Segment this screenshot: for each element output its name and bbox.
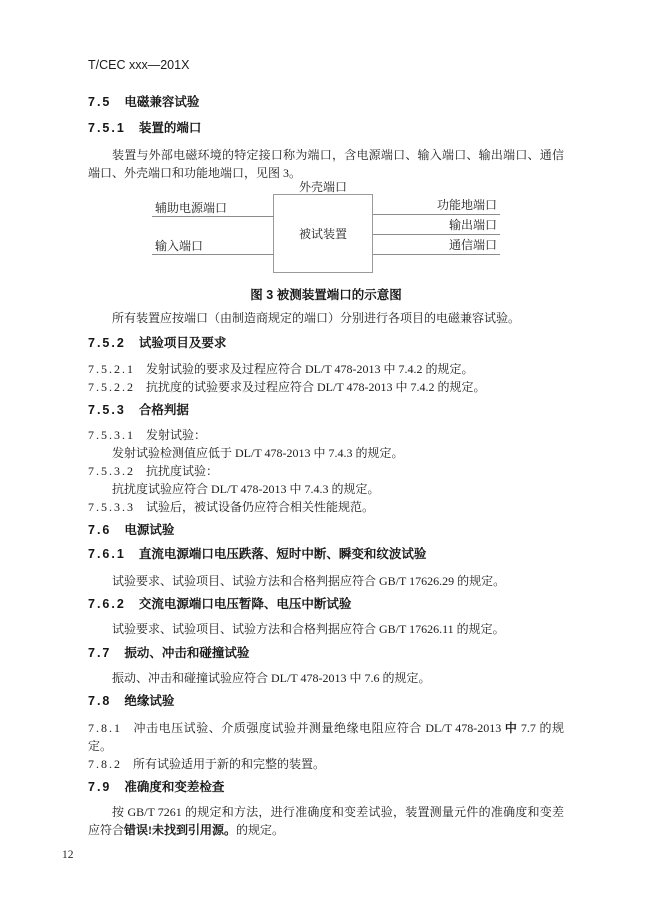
figure-3-diagram <box>88 182 564 278</box>
port-label-input: 输入端口 <box>155 239 204 253</box>
section-number: 7.6 <box>88 523 112 537</box>
section-heading-7-8 <box>88 693 564 709</box>
section-number: 7.8 <box>88 694 112 708</box>
port-label-communication: 通信端口 <box>448 238 497 252</box>
section-number: 7.9 <box>88 780 112 794</box>
section-heading-7-9 <box>88 779 564 795</box>
paragraph-after-figure: 所有装置应按端口（由制造商规定的端口）分别进行各项目的电磁兼容试验。 <box>112 311 521 325</box>
section-title: 直流电源端口电压跌落、短时中断、瞬变和纹波试验 <box>138 547 427 561</box>
paragraph-ports-intro: 装置与外部电磁环境的特定接口称为端口，含电源端口、输入端口、输出端口、通信端口、外壳端口和功能地端口，见图 3。 <box>88 148 564 180</box>
paragraph-7-5-3-2: 抗扰度试验应符合 DL/T 478-2013 中 7.4.3 的规定。 <box>112 482 380 496</box>
clause-number: 7.5.3.2 <box>88 464 135 478</box>
port-line-communication <box>373 254 500 255</box>
port-line-aux-power <box>152 216 274 217</box>
paragraph-7-5-3-1: 发射试验检测值应低于 DL/T 478-2013 中 7.4.3 的规定。 <box>112 446 404 460</box>
clause-text-bold: 中 <box>504 721 518 735</box>
section-number: 7.5.3 <box>88 403 126 417</box>
error-reference-text: 错误!未找到引用源。 <box>124 823 237 837</box>
paragraph-7-7: 振动、冲击和碰撞试验应符合 DL/T 478-2013 中 7.6 的规定。 <box>112 671 431 685</box>
clause-text-post: 7.7 的规定。 <box>88 721 564 753</box>
section-heading-7-5-2 <box>88 335 564 351</box>
clause-7-5-3-1 <box>88 426 564 444</box>
clause-text-pre: 冲击电压试验、介质强度试验并测量绝缘电阻应符合 DL/T 478-2013 <box>133 721 505 735</box>
section-title: 电源试验 <box>124 523 175 537</box>
section-heading-7-5 <box>88 94 564 110</box>
device-under-test-box <box>273 194 373 273</box>
section-title: 装置的端口 <box>138 121 202 135</box>
section-title: 试验项目及要求 <box>138 336 227 350</box>
section-heading-7-6-1 <box>88 546 564 562</box>
clause-number: 7.5.2.1 <box>88 362 135 376</box>
port-label-functional-earth: 功能地端口 <box>436 198 497 212</box>
clause-number: 7.5.3.1 <box>88 428 135 442</box>
paragraph-7-6-1: 试验要求、试验项目、试验方法和合格判据应符合 GB/T 17626.29 的规定。 <box>112 574 506 588</box>
section-title: 合格判据 <box>138 403 189 417</box>
page-content <box>88 0 564 839</box>
clause-text: 试验后，被试设备仍应符合相关性能规范。 <box>146 500 375 514</box>
section-title: 交流电源端口电压暂降、电压中断试验 <box>138 597 352 611</box>
clause-text: 抗扰度试验： <box>146 464 219 478</box>
port-line-output <box>373 234 500 235</box>
section-number: 7.5.2 <box>88 336 126 350</box>
device-under-test-label: 被试装置 <box>298 227 347 241</box>
section-heading-7-6 <box>88 522 564 538</box>
figure-3-caption: 图 3 被测装置端口的示意图 <box>250 288 402 302</box>
section-title: 振动、冲击和碰撞试验 <box>124 646 250 660</box>
clause-number: 7.8.1 <box>88 721 122 735</box>
paragraph-text-post: 的规定。 <box>236 823 285 837</box>
port-label-output: 输出端口 <box>448 218 497 232</box>
section-number: 7.6.2 <box>88 597 126 611</box>
clause-7-8-2 <box>88 755 564 773</box>
paragraph-7-9 <box>88 803 564 839</box>
section-heading-7-5-3 <box>88 402 564 418</box>
clause-7-5-3-3 <box>88 498 564 516</box>
clause-7-5-2-1 <box>88 360 564 378</box>
section-number: 7.7 <box>88 646 112 660</box>
section-number: 7.6.1 <box>88 547 126 561</box>
clause-text: 发射试验： <box>146 428 207 442</box>
clause-text: 所有试验适用于新的和完整的装置。 <box>133 757 326 771</box>
section-number: 7.5.1 <box>88 121 126 135</box>
port-label-aux-power: 辅助电源端口 <box>155 201 228 215</box>
paragraph-text-pre: 按 GB/T 7261 的规定和方法，进行准确度和变差试验，装置测量元件的准确度和变差应符合 <box>88 805 564 837</box>
section-number: 7.5 <box>88 95 112 109</box>
paragraph-7-6-2: 试验要求、试验项目、试验方法和合格判据应符合 GB/T 17626.11 的规定。 <box>112 622 505 636</box>
section-heading-7-6-2 <box>88 596 564 612</box>
port-label-enclosure: 外壳端口 <box>298 180 347 194</box>
section-title: 绝缘试验 <box>124 694 175 708</box>
port-line-input <box>152 254 274 255</box>
section-title: 电磁兼容试验 <box>124 95 200 109</box>
port-line-functional-earth <box>373 214 500 215</box>
section-heading-7-7 <box>88 645 564 661</box>
section-heading-7-5-1 <box>88 120 564 136</box>
clause-text: 发射试验的要求及过程应符合 DL/T 478-2013 中 7.4.2 的规定。 <box>146 362 474 376</box>
clause-number: 7.5.2.2 <box>88 380 135 394</box>
clause-text: 抗扰度的试验要求及过程应符合 DL/T 478-2013 中 7.4.2 的规定。 <box>146 380 486 394</box>
clause-7-5-2-2 <box>88 378 564 396</box>
section-title: 准确度和变差检查 <box>124 780 225 794</box>
clause-7-5-3-2 <box>88 462 564 480</box>
clause-7-8-1 <box>88 719 564 755</box>
clause-number: 7.8.2 <box>88 757 122 771</box>
clause-number: 7.5.3.3 <box>88 500 135 514</box>
doc-code-header: T/CEC xxx—201X <box>88 58 190 72</box>
page-number: 12 <box>62 849 74 861</box>
